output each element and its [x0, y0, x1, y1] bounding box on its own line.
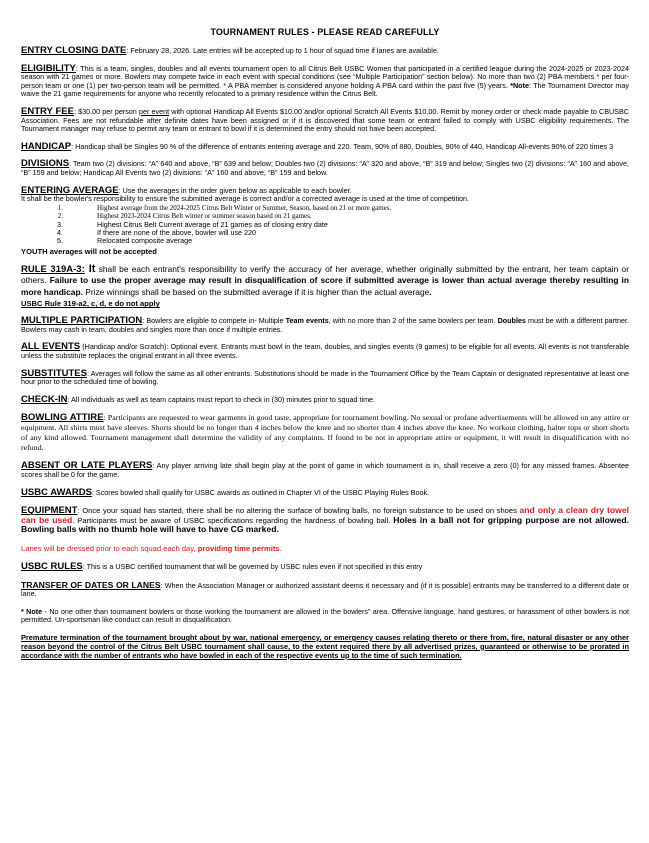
note-label: * Note	[21, 606, 43, 616]
multiple-participation-text: : Bowlers are eligible to compete in- Multiple	[142, 316, 286, 326]
lanes-time-permits: providing time permits	[197, 543, 280, 553]
usbc-awards-heading: USBC AWARDS	[21, 486, 92, 498]
entry-closing-heading: ENTRY CLOSING DATE	[21, 45, 127, 56]
transfer-text: : When the Association Manager or authorized assistant deems it necessary and (if it is possible) entrants may be transferred to a different date or lane.	[21, 580, 630, 599]
multiple-team-events: Team events	[285, 316, 329, 326]
rule-319-period: .	[429, 286, 432, 297]
absent-late-text: : Any player arriving late shall begin play at the point of game in which tournament is in, shall receive a zero (0) for any missed frames. Absentee scores shall be 0 for the game.	[21, 461, 629, 479]
entry-fee-text-2: with optional Handicap All Events $10.00 and/or optional Scratch All Events $10.00. Remit by money order or check made payable to CBUSBC Association. Fees are not refundable after definite dates have been assigned or if it is discovered that some team or entrant failed to comply with USBC eligibility requirements. The Tournament manager may refuse to permit any team or entrant to bowl if it is determined the entry should not have been accepted.	[21, 106, 630, 134]
entry-closing-text: : February 28, 2026. Late entries will be accepted up to 1 hour of squad time if lanes are available.	[126, 46, 439, 55]
check-in-text: : All individuals as well as team captains must report to check in (30) minutes prior to squad time.	[67, 394, 376, 404]
multiple-participation-section	[21, 317, 629, 334]
list-item: 2. Highest 2023-2024 Citrus Belt winter or summer season based on 21 games.	[57, 212, 312, 221]
handicap-section	[21, 140, 629, 152]
handicap-heading: HANDICAP	[21, 140, 72, 152]
transfer-section	[21, 581, 629, 599]
entering-average-section	[21, 184, 629, 204]
equipment-text: : Once your squad has started, there shall be no altering the surface of bowling balls, no foreign substance to be used on shoes	[77, 506, 520, 516]
absent-late-heading: ABSENT OR LATE PLAYERS	[21, 460, 153, 472]
eligibility-note-text: : The Tournament Director may waive the 21 game requirements for anyone who recently relocated to a primary residence within the Citrus Belt.	[21, 80, 629, 99]
usbc-awards-text: : Scores bowled shall qualify for USBC awards as outlined in Chapter VI of the USBC Playing Rules Book.	[91, 487, 430, 497]
bowling-attire-section	[21, 413, 629, 453]
entry-closing-section	[21, 47, 629, 56]
eligibility-heading: ELIGIBILITY	[21, 62, 76, 74]
check-in-section	[21, 393, 629, 405]
substitutes-text: : Averages will follow the same as all other entrants. Substitutions should be made in the Tournament Office by the Team Captain or designated representative at least one hour prior to the scheduled time of bowling.	[21, 368, 629, 387]
multiple-doubles: Doubles	[497, 316, 526, 326]
list-item: 5. Relocated composite average	[57, 236, 193, 246]
entry-fee-per-event: per event	[138, 106, 170, 116]
equipment-holes-notice: Holes in a ball not for gripping purpose are not allowed. Bowling balls with no thumb hole will have to have CG marked.	[21, 514, 629, 535]
usbc-awards-section	[21, 486, 629, 498]
rule-319-section	[21, 264, 629, 299]
entering-average-heading: ENTERING AVERAGE	[21, 184, 119, 196]
youth-average-notice: YOUTH averages will not be accepted	[21, 246, 157, 256]
list-item: 4. If there are none of the above, bowler will use 220	[57, 227, 257, 237]
lanes-notice	[21, 544, 629, 553]
substitutes-section	[21, 367, 629, 387]
rule-319-it: It	[84, 262, 96, 275]
lanes-period: .	[279, 543, 282, 553]
equipment-towel-notice: and only a clean dry towel can be used	[21, 505, 629, 525]
rule-319-warning: Failure to use the proper average may result in disqualification of score if submitted average is lower than actual average thereby resulting in more handicap.	[21, 275, 629, 297]
equipment-heading: EQUIPMENT	[21, 505, 78, 517]
page-title: TOURNAMENT RULES - PLEASE READ CAREFULLY	[210, 27, 440, 37]
rule-319-heading: RULE 319A-3:	[21, 263, 85, 275]
multiple-participation-text-2: , with no more than 2 of the same bowlers per team.	[328, 316, 498, 326]
divisions-text: : Team two (2) divisions: “A” 640 and above, “B” 639 and below; Doubles two (2) divisions: “A” 320 and above, “B” 319 and below; Singles two (2) divisions: “A” 160 and above, “B” 159 and below; Handicap All Events two (2) divisions: “A” 160 and above, “B” 159 and below.	[21, 159, 629, 177]
entry-fee-text: : $30.00 per person	[73, 106, 139, 116]
rule-319-text-2: Prize winnings shall be based on the submitted average if it is higher than the actual average	[82, 286, 430, 297]
usbc-rules-text: : This is a USBC certified tournament that will be governed by USBC rules even if not specified in this entry	[82, 561, 423, 571]
equipment-text-2: . Participants must be aware of USBC specifications regarding the hardness of bowling ball.	[72, 515, 394, 525]
premature-termination-notice: Premature termination of the tournament brought about by war, national emergency, or emergency causes relating thereto or there from, fire, natural disaster or any other reason beyond the control of the Citrus Belt USBC tournament shall cause, to the extent required there by all advertised prizes, guaranteed or otherwise to be prorated in accordance with the number of entrants who have bowled in each of the respective events up to the time of such termination.	[21, 632, 629, 660]
note-text: - No one other than tournament bowlers or those working the tournament are allowed in the bowlers” area. Offensive language, hand gestures, or harassment of other bowlers is not permitted. Un-sportsman like conduct can result in disqualification.	[21, 606, 629, 625]
multiple-participation-heading: MULTIPLE PARTICIPATION	[21, 315, 143, 327]
usbc-rules-heading: USBC RULES	[21, 560, 83, 572]
list-item: 1. Highest average from the 2024-2025 Citrus Belt Winter or Summer, Season, based on 21 or more games.	[57, 203, 392, 212]
handicap-text: : Handicap shall be Singles 90 % of the difference of entrants entering average and 220. Team, 90% of 880, Doubles, 90% of 440, Handicap All-events 90% of 220 times 3	[71, 141, 614, 151]
substitutes-heading: SUBSTITUTES	[21, 367, 87, 379]
note-section	[21, 608, 629, 625]
list-item: 3. Highest Citrus Belt Current average of 21 games as of closing entry date	[57, 219, 328, 229]
bowling-attire-heading: BOWLING ATTIRE	[21, 412, 104, 424]
eligibility-note-label: *Note	[510, 80, 529, 90]
entry-fee-section	[21, 105, 630, 134]
entry-fee-heading: ENTRY FEE	[21, 105, 74, 117]
lanes-text: Lanes will be dressed prior to each squad each day,	[21, 543, 198, 553]
transfer-heading: TRANSFER OF DATES OR LANES	[21, 579, 161, 590]
eligibility-section	[21, 62, 629, 99]
entering-average-text: : Use the averages in the order given below as applicable to each bowler.	[118, 185, 352, 195]
divisions-heading: DIVISIONS	[21, 158, 70, 170]
all-events-section	[21, 343, 629, 360]
entering-average-responsibility: It shall be the bowler's responsibility to ensure the submitted average is correct and/or a corrected average is used at the time of competition.	[21, 194, 470, 204]
equipment-section	[21, 506, 629, 535]
check-in-heading: CHECK-IN	[21, 393, 68, 405]
absent-late-section	[21, 462, 629, 479]
rule-not-apply: USBC Rule 319-a2, c, d, e do not apply	[21, 299, 160, 309]
usbc-rules-section	[21, 560, 629, 572]
eligibility-text: : This is a team, singles, doubles and all events tournament open to all Citrus Belt USBC Women that participated in a certified league during the 2024-2025 or 2023-2024 season with 21 games or more. Bowlers may compete twice in each event with special conditions (see “Multiple Participation” section below). No more than two (2) PBA members * per four-person team or one (1) per two-person team will be permitted. * A PBA member is considered anyone holding A PBA card within the past five (5) years.	[21, 63, 629, 90]
multiple-participation-text-3: must be with a different partner. Bowlers may cash in team, doubles and singles more than once if multiple entries.	[21, 316, 630, 334]
all-events-text: (Handicap and/or Scratch): Optional event. Entrants must bowl in the team, doubles, and singles events (9 games) to be eligible for all events. All events is not transferable unless the substitute replaces the original entrant in all three events.	[21, 342, 629, 361]
bowling-attire-text: : Participants are requested to wear garments in good taste, appropriate for tournament bowling. No sexual or profane advertisements will be allowed on any attire or equipment. All shirts must have sleeves. Shorts should be no longer than 4 inches below the knee and no shorter than 4 inches above the knee. No workout clothing, halter tops or short shorts of any kind allowed. Tournament management shall determine the validity of any complaints. If found to be not in appropriate attire or equipment, it will result in disqualification with no refund.	[21, 413, 629, 453]
rules-page	[21, 27, 629, 660]
average-priority-list	[21, 204, 629, 246]
all-events-heading: ALL EVENTS	[21, 341, 81, 353]
divisions-section	[21, 160, 629, 177]
rule-319-text: shall be each entrant's responsibility to verify the accuracy of her average, whether originally submitted by the entrant, her team captain or others.	[21, 263, 629, 286]
